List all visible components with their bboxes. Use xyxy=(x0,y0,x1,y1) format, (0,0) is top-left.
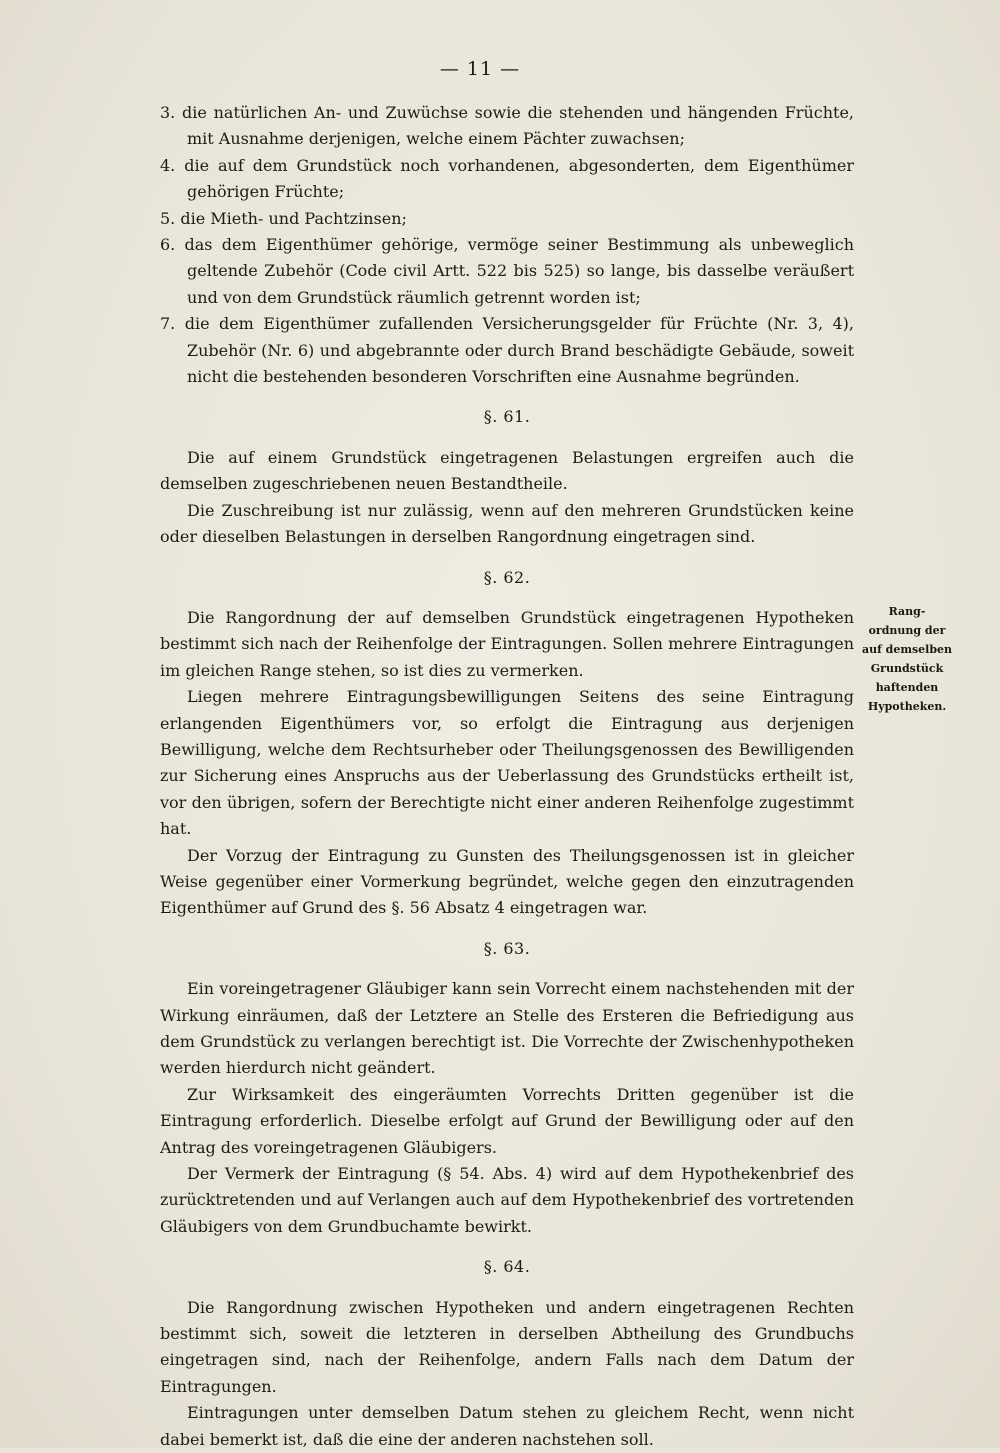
paragraph: Die Rangordnung der auf demselben Grundstück eingetragenen Hypotheken bestimmt sich nach der Reihenfolge der Eintragungen. Sollen mehrere Eintragungen im gleichen Range stehen, so ist dies zu vermerken. xyxy=(160,607,854,680)
list-item-7: 7. die dem Eigenthümer zufallenden Versicherungsgelder für Früchte (Nr. 3, 4), Zubehör (Nr. 6) und abgebrannte oder durch Brand beschädigte Gebäude, soweit nicht die bestehenden besonderen Vorschriften eine Ausnahme begründen. xyxy=(160,314,854,387)
paragraph: Die auf einem Grundstück eingetragenen Belastungen ergreifen auch die demselben zugeschriebenen neuen Bestandtheile. xyxy=(160,447,854,494)
section-61 xyxy=(160,404,854,550)
section-heading: §. 61. xyxy=(483,407,531,427)
paragraph: Ein voreingetragener Gläubiger kann sein Vorrecht einem nachstehenden mit der Wirkung einräumen, daß der Letztere an Stelle des Ersteren die Befriedigung aus dem Grundstück zu verlangen berechtigt ist. Die Vorrechte der Zwischenhypotheken werden hierdurch nicht geändert. xyxy=(160,979,854,1078)
page-body xyxy=(160,100,854,1453)
paragraph: Die Rangordnung zwischen Hypotheken und andern eingetragenen Rechten bestimmt sich, soweit die letzteren in derselben Abtheilung des Grundbuchs eingetragen sind, nach der Reihenfolge, andern Falls nach dem Datum der Eintragungen. xyxy=(160,1297,854,1396)
margin-note-line: Grundstück xyxy=(870,662,944,675)
section-heading: §. 64. xyxy=(483,1257,531,1277)
section-heading: §. 62. xyxy=(483,567,531,587)
list-item-4: 4. die auf dem Grundstück noch vorhandenen, abgesonderten, dem Eigenthümer gehörigen Früchte; xyxy=(160,155,854,202)
enumerated-list xyxy=(160,100,854,390)
paragraph: Die Zuschreibung ist nur zulässig, wenn auf den mehreren Grundstücken keine oder dieselben Belastungen in derselben Rangordnung eingetragen sind. xyxy=(160,500,854,547)
list-item-5: 5. die Mieth- und Pachtzinsen; xyxy=(160,208,407,228)
paragraph: Liegen mehrere Eintragungsbewilligungen Seitens des seine Eintragung erlangenden Eigenthümers vor, so erfolgt die Eintragung aus derjenigen Bewilligung, welche dem Rechtsurheber oder Theilungsgenossen des Bewilligenden zur Sicherung eines Anspruchs aus der Ueberlassung des Grundstücks ertheilt ist, vor den übrigen, sofern der Berechtigte nicht einer anderen Reihenfolge zugestimmt hat. xyxy=(160,687,854,839)
margin-note-line: Hypotheken. xyxy=(867,700,947,713)
section-heading: §. 63. xyxy=(483,938,531,958)
list-item-3: 3. die natürlichen An- und Zuwüchse sowie die stehenden und hängenden Früchte, mit Ausnahme derjenigen, welche einem Pächter zuwachsen; xyxy=(160,103,854,149)
paragraph: Eintragungen unter demselben Datum stehen zu gleichem Recht, wenn nicht dabei bemerkt ist, daß die eine der anderen nachstehen soll. xyxy=(160,1403,854,1449)
margin-note-line: ordnung der xyxy=(868,624,946,637)
margin-note-line: auf demselben xyxy=(861,643,953,656)
page-number: — 11 — xyxy=(439,58,521,80)
margin-note-line: Rang- xyxy=(888,605,926,618)
section-62 xyxy=(160,565,854,922)
paragraph: Der Vorzug der Eintragung zu Gunsten des Theilungsgenossen ist in gleicher Weise gegenüber einer Vormerkung begründet, welche gegen den einzutragenden Eigenthümer auf Grund des §. 56 Absatz 4 eingetragen war. xyxy=(160,845,854,918)
paragraph: Zur Wirksamkeit des eingeräumten Vorrechts Dritten gegenüber ist die Eintragung erforderlich. Dieselbe erfolgt auf Grund der Bewilligung oder auf den Antrag des voreingetragenen Gläubigers. xyxy=(160,1084,854,1157)
list-item-6: 6. das dem Eigenthümer gehörige, vermöge seiner Bestimmung als unbeweglich geltende Zubehör (Code civil Artt. 522 bis 525) so lange, bis dasselbe veräußert und von dem Grundstück räumlich getrennt worden ist; xyxy=(160,235,854,307)
margin-note xyxy=(857,602,957,716)
section-63 xyxy=(160,936,854,1240)
section-64 xyxy=(160,1254,854,1453)
margin-note-line: haftenden xyxy=(875,681,939,694)
paragraph: Der Vermerk der Eintragung (§ 54. Abs. 4) wird auf dem Hypothekenbrief des zurücktretenden und auf Verlangen auch auf dem Hypothekenbrief des vortretenden Gläubigers von dem Grundbuchamte bewirkt. xyxy=(160,1164,854,1236)
